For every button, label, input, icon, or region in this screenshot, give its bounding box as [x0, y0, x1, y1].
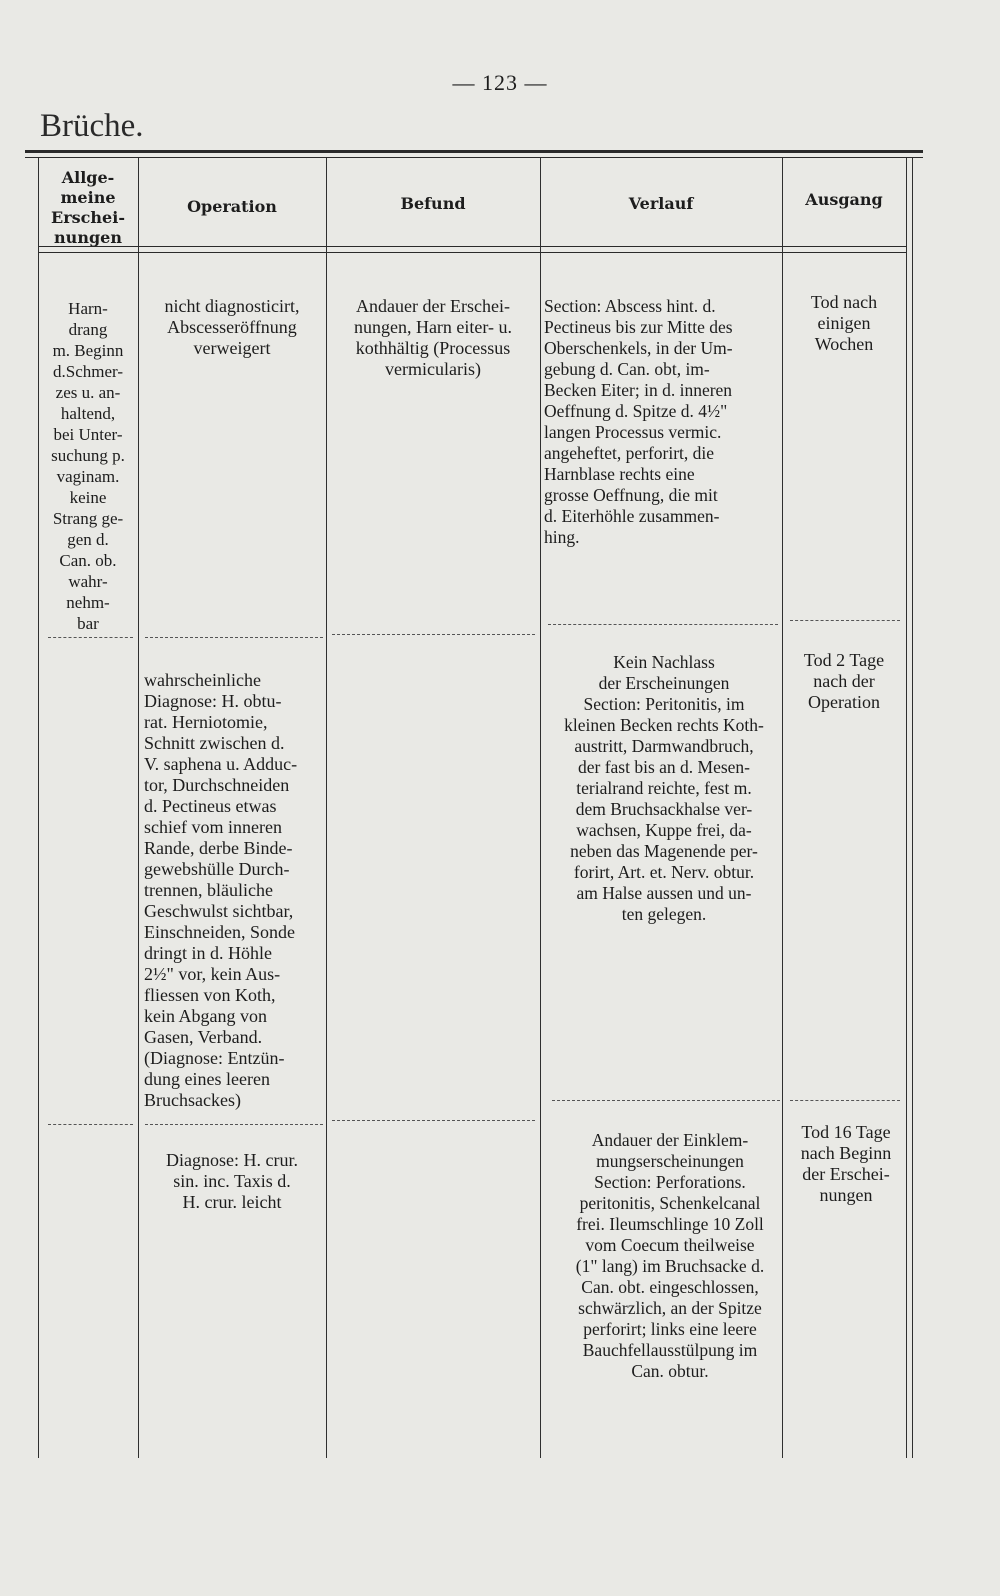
row2-operation: wahrscheinliche Diagnose: H. obtu- rat. Herniotomie, Schnitt zwischen d. V. saphena u. Adduc- tor, Durchschneiden d. Pectineus etwas schief vom inneren Rande, derbe Binde- gewebshülle Durch- trennen, bläuliche Geschwulst sichtbar, Einschneiden, Sonde dringt in d. Höhle 2½" vor, kein Aus- fliessen von Koth, kein Abgang von Gasen, Verband. (Diagnose: Entzün- dung eines leeren Bruchsackes) — [144, 670, 298, 1110]
row1-separator-e — [790, 620, 900, 621]
row3-verlauf: Andauer der Einklem- mungserscheinungen Section: Perforations. peritonitis, Schenkelcanal frei. Ileumschlinge 10 Zoll vom Coecum theilweise (1" lang) im Bruchsacke d. Can. obt. eingeschlossen, schwärzlich, an der Spitze perforirt; links eine leere Bauchfellausstülpung im Can. obtur. — [575, 1130, 765, 1381]
row1-separator-b — [145, 637, 323, 638]
header-allgemeine: Allge- meine Erschei- nungen — [51, 168, 125, 247]
header-rule-1 — [38, 246, 906, 247]
row1-separator-c — [332, 634, 535, 635]
row2-separator-e — [790, 1100, 900, 1101]
row1-befund: Andauer der Erschei- nungen, Harn eiter- u. kothhältig (Processus vermicularis) — [353, 296, 513, 379]
row1-ausgang: Tod nach einigen Wochen — [810, 292, 878, 354]
row2-separator-a — [48, 1124, 133, 1125]
column-rule-3 — [540, 158, 541, 1458]
column-rule-5 — [906, 158, 907, 1458]
row1-allgemeine: Harn- drang m. Beginn d.Schmer- zes u. an- haltend, bei Unter- suchung p. vaginam. keine Strang ge- gen d. Can. ob. wahr- nehm- bar — [51, 299, 125, 633]
row2-separator-d — [552, 1100, 780, 1101]
row1-verlauf: Section: Abscess hint. d. Pectineus bis zur Mitte des Oberschenkels, in der Um- gebung d. Can. obt, im- Becken Eiter; in d. inneren Oeffnung d. Spitze d. 4½" langen Processus vermic. angeheftet, perforirt, die Harnblase rechts eine grosse Oeffnung, die mit d. Eiterhöhle zusammen- hing. — [544, 296, 733, 547]
row2-verlauf: Kein Nachlass der Erscheinungen Section: Peritonitis, im kleinen Becken rechts Koth- austritt, Darmwandbruch, der fast bis an d. Mesen- terialrand reichte, fest m. dem Bruchsackhalse ver- wachsen, Kuppe frei, da- neben das Magenende per- forirt, Art. et. Nerv. obtur. am Halse aussen und un- ten gelegen. — [564, 652, 764, 924]
column-rule-0 — [38, 158, 39, 1458]
section-title: Brüche. — [40, 108, 144, 144]
header-ausgang: Ausgang — [805, 190, 883, 209]
row3-ausgang: Tod 16 Tage nach Beginn der Erschei- nungen — [800, 1122, 892, 1205]
column-rule-1 — [138, 158, 139, 1458]
top-rule-thin — [25, 157, 923, 158]
row1-separator-d — [548, 624, 778, 625]
row2-separator-b — [145, 1124, 323, 1125]
top-rule-thick — [25, 150, 923, 153]
row3-operation: Diagnose: H. crur. sin. inc. Taxis d. H. crur. leicht — [166, 1150, 298, 1212]
row1-operation: nicht diagnosticirt, Abscesseröffnung verweigert — [164, 296, 300, 358]
column-rule-6 — [912, 158, 913, 1458]
row2-ausgang: Tod 2 Tage nach der Operation — [803, 650, 885, 712]
header-rule-2 — [38, 252, 906, 253]
header-verlauf: Verlauf — [628, 194, 694, 213]
row1-separator-a — [48, 637, 133, 638]
row2-separator-c — [332, 1120, 535, 1121]
header-befund: Befund — [400, 194, 466, 213]
header-operation: Operation — [187, 197, 277, 216]
page-number: — 123 — — [452, 70, 548, 95]
